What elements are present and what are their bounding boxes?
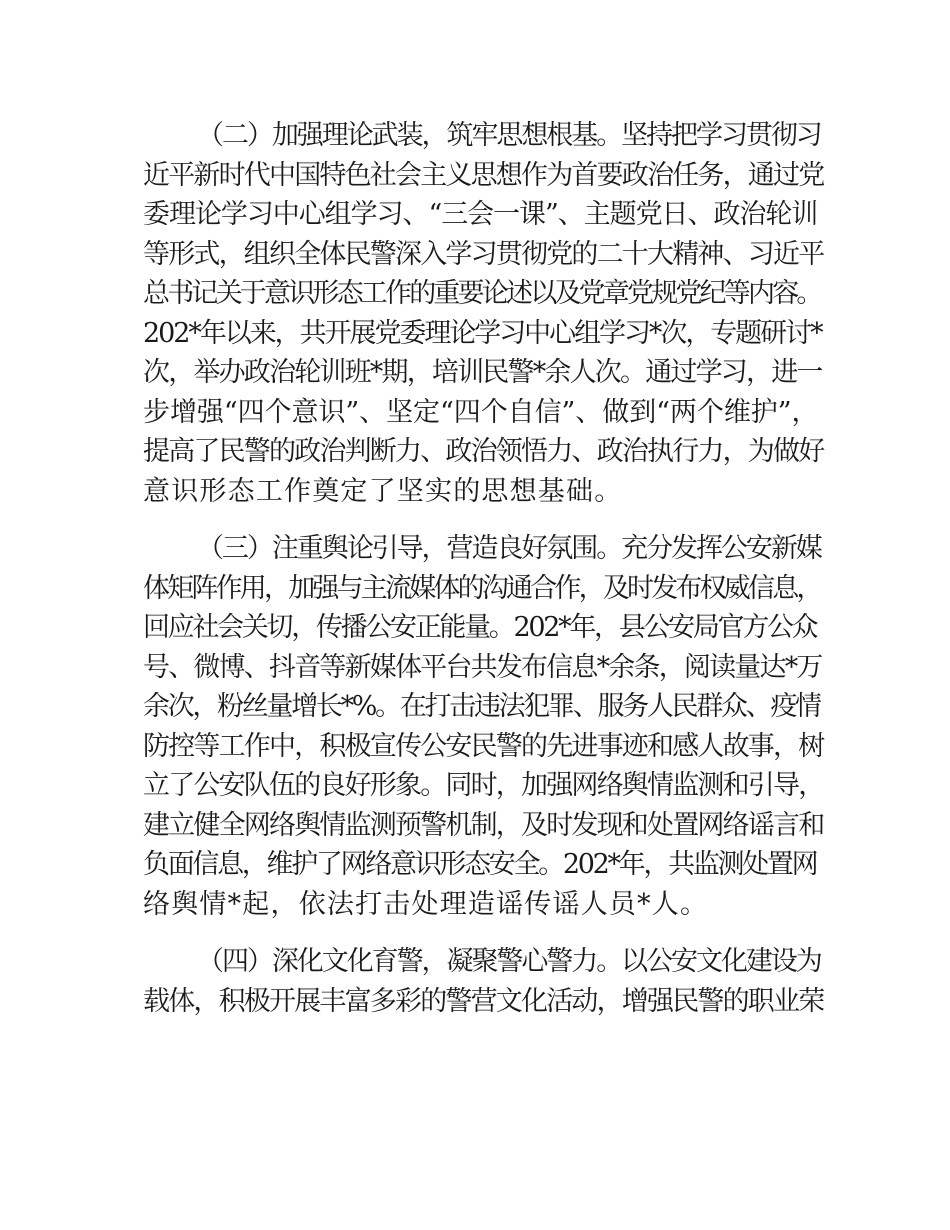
text-line: 202*年以来，共开展党委理论学习中心组学习*次，专题研讨* (143, 317, 822, 349)
paragraph-spacer (143, 511, 823, 529)
text-line: 次，举办政治轮训班*期，培训民警*余人次。通过学习，进一 (143, 357, 822, 388)
text-line: 步增强“四个意识”、坚定“四个自信”、做到“两个维护”， (143, 396, 819, 428)
text-line: 络舆情*起，依法打击处理造谣传谣人员*人。 (143, 888, 709, 920)
text-line: 意识形态工作奠定了坚实的思想基础。 (143, 475, 623, 507)
text-line: 建立健全网络舆情监测预警机制，及时发现和处置网络谣言和 (143, 809, 824, 841)
text-line: 回应社会关切，传播公安正能量。202*年，县公安局官方公众 (143, 612, 817, 643)
text-line: 委理论学习中心组学习、“三会一课”、主题党日、政治轮训 (143, 199, 818, 230)
text-line: 等形式，组织全体民警深入学习贯彻党的二十大精神、习近平 (143, 238, 824, 270)
text-line: 载体，积极开展丰富多彩的警营文化活动，增强民警的职业荣 (143, 985, 824, 1017)
text-line: 提高了民警的政治判断力、政治领悟力、政治执行力，为做好 (143, 436, 824, 467)
text-line: 总书记关于意识形态工作的重要论述以及党章党规党纪等内容。 (143, 278, 821, 309)
text-line: 近平新时代中国特色社会主义思想作为首要政治任务，通过党 (143, 159, 824, 191)
paragraph-theory-study (143, 116, 823, 511)
text-line: 防控等工作中，积极宣传公安民警的先进事迹和感人故事，树 (143, 730, 824, 762)
text-line: 体矩阵作用，加强与主流媒体的沟通合作，及时发布权威信息， (143, 572, 821, 604)
paragraph-public-opinion (143, 529, 823, 924)
paragraph-spacer (143, 924, 823, 942)
document-body (143, 116, 823, 1021)
text-line: （二）加强理论武装，筑牢思想根基。坚持把学习贯彻习 (197, 120, 821, 151)
text-line: 负面信息，维护了网络意识形态安全。202*年，共监测处置网 (143, 849, 817, 880)
paragraph-culture-building (143, 942, 823, 1021)
text-line: 号、微博、抖音等新媒体平台共发布信息*余条，阅读量达*万 (143, 651, 822, 683)
text-line: （三）注重舆论引导，营造良好氛围。充分发挥公安新媒 (197, 533, 821, 564)
text-line: 立了公安队伍的良好形象。同时，加强网络舆情监测和引导， (143, 770, 824, 801)
text-line: 余次，粉丝量增长*%。在打击违法犯罪、服务人民群众、疫情 (143, 691, 820, 722)
text-line: （四）深化文化育警，凝聚警心警力。以公安文化建设为 (197, 946, 821, 977)
